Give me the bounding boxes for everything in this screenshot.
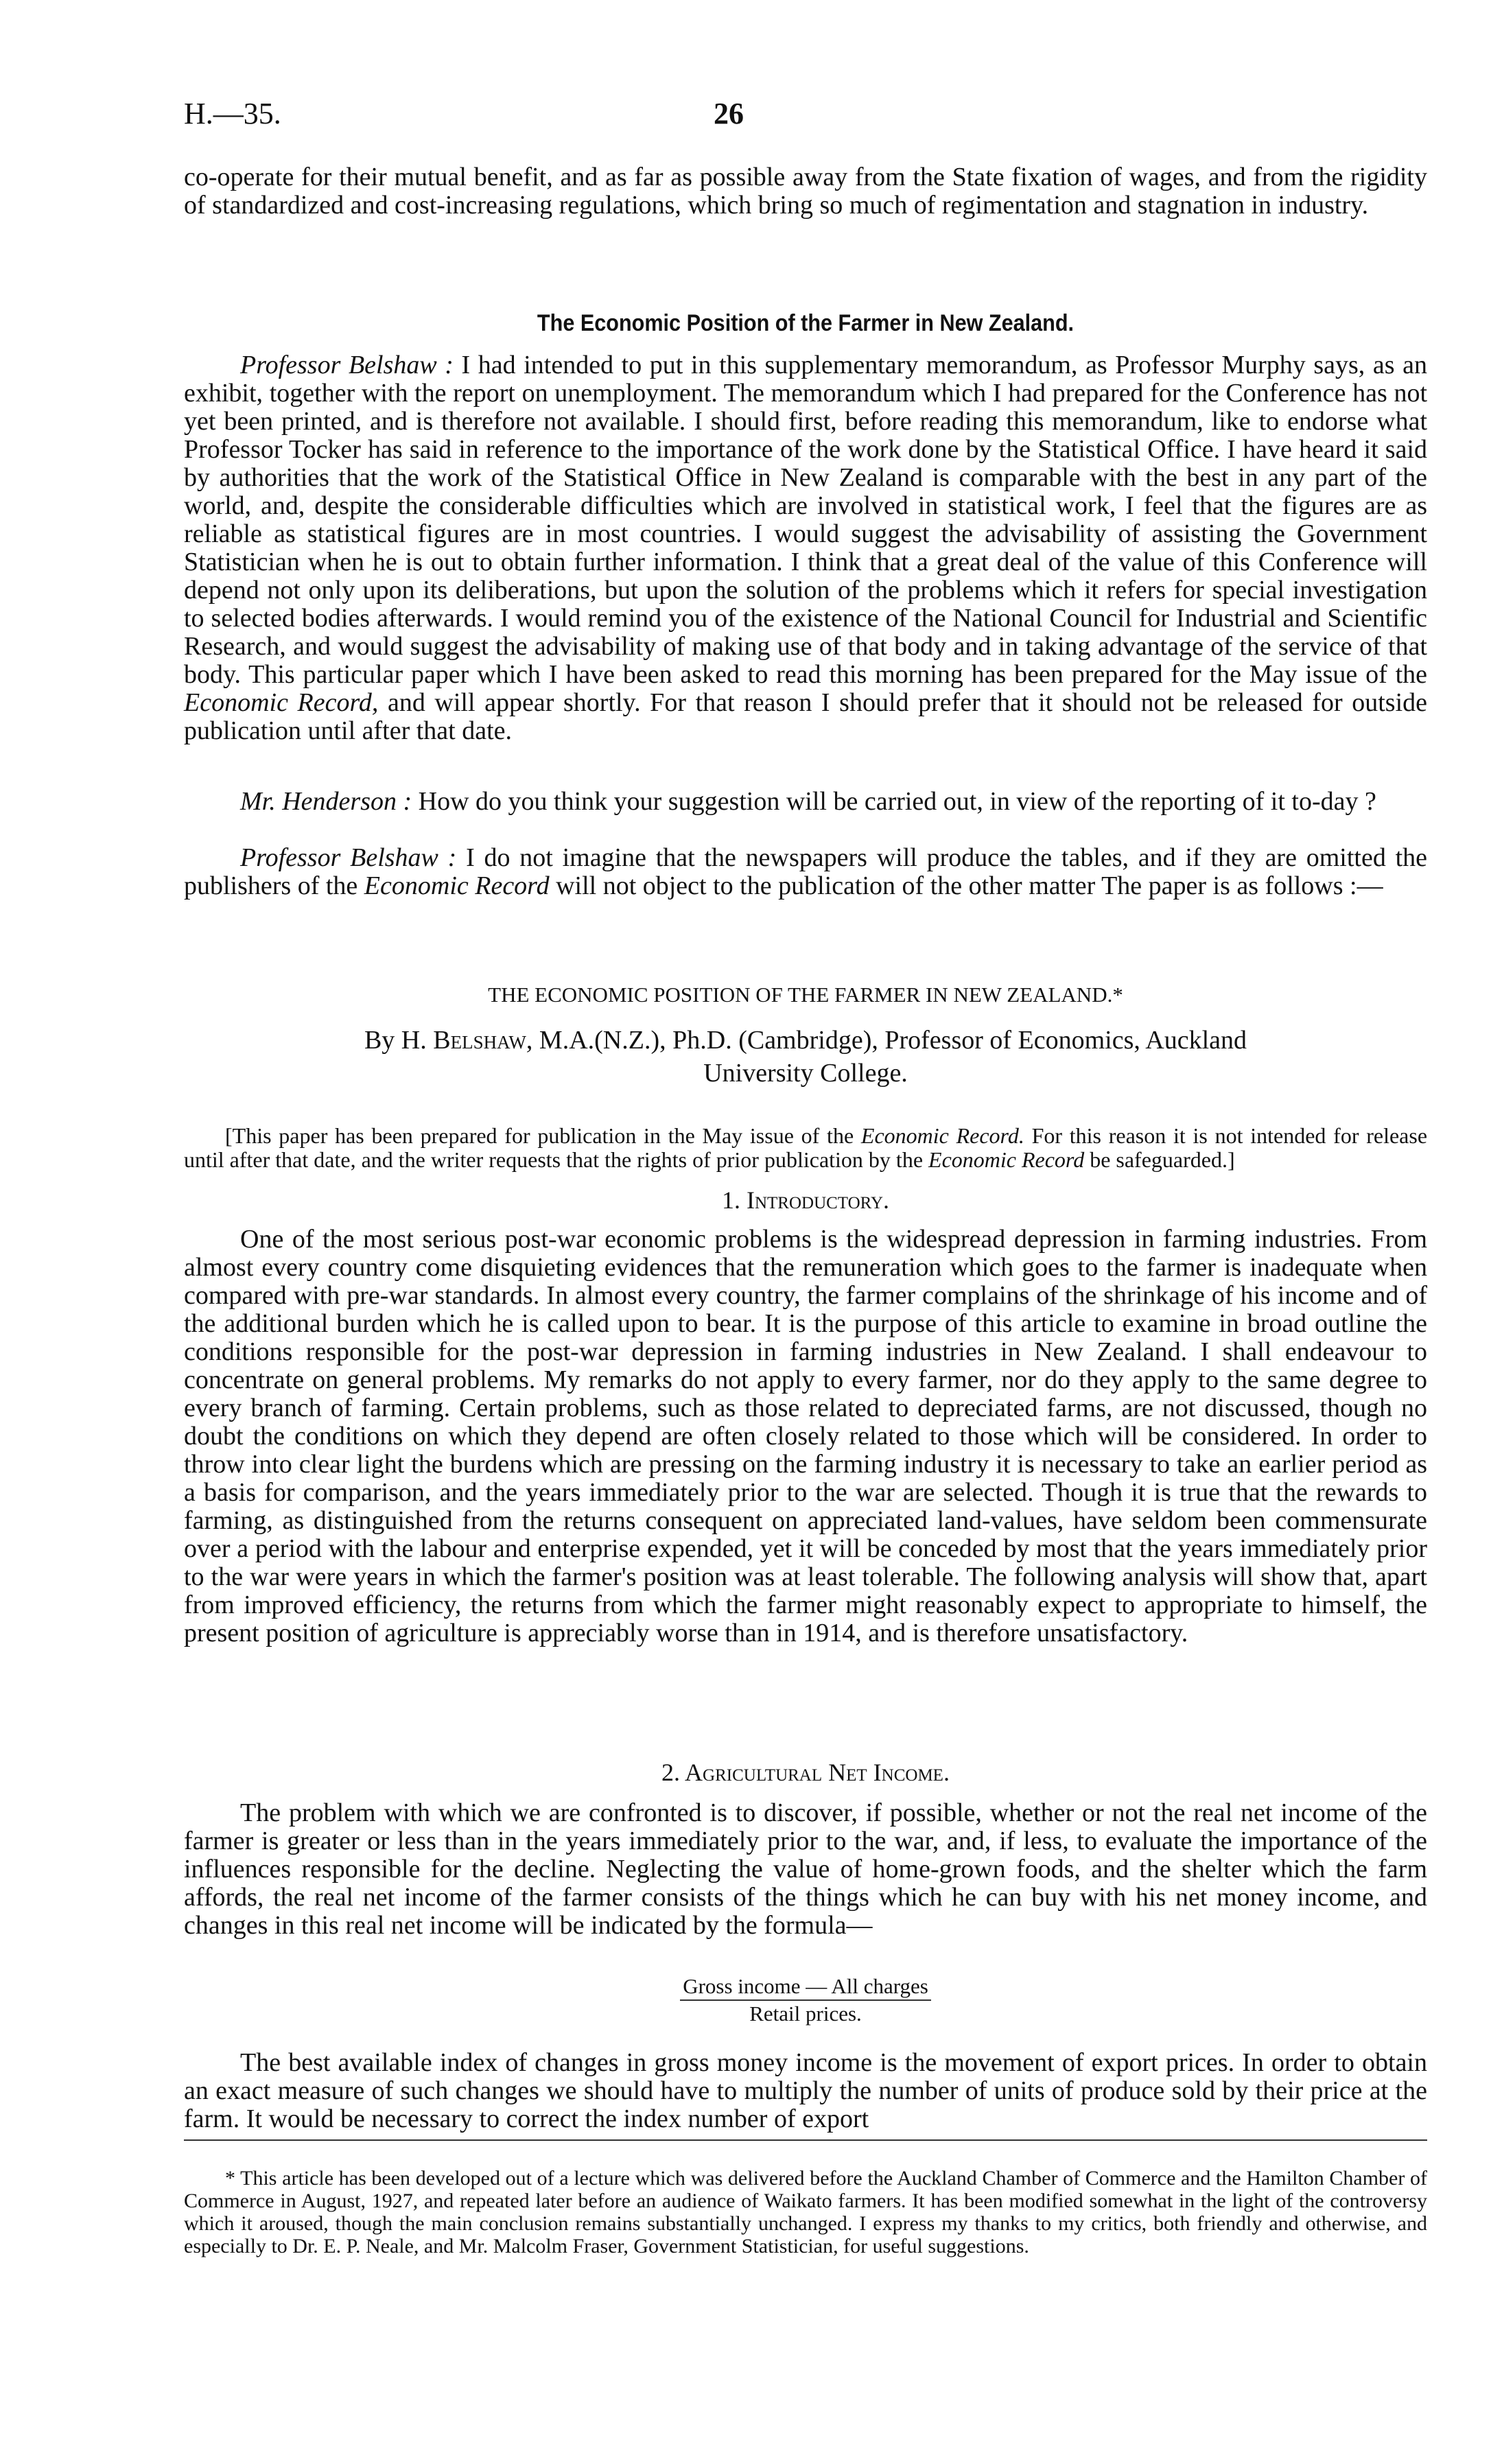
section-2-paragraph: The problem with which we are confronted is to discover, if possible, whether or not the real net income of the farmer is greater or less than in the years immediately prior to the war, and, if less, to evaluate the importance of the influences responsible for the decline. Neglecting the value of home-grown foods, and the shelter which the farm affords, the real net income of the farmer consists of the things which he can buy with his net money income, and changes in this real net income will be indicated by the formula— (184, 1798, 1427, 1940)
speech-text: I had intended to put in this supplementary memorandum, as Professor Murphy says, as an exhibit, together with the report on unemployment. The memorandum which I had prepared for the Conference has not yet been printed, and is therefore not available. I should first, before reading this memorandum, like to endorse what Professor Tocker has said in reference to the importance of the work done by the Statistical Office. I have heard it said by authorities that the work of the Statistical Office in New Zealand is comparable with the best in any part of the world, and, despite the considerable difficulties which are involved in statistical work, I feel that the figures are as reliable as statistical figures are in most countries. I would suggest the advisability of assisting the Government Statistician when he is out to obtain further information. I think that a great deal of the value of this Conference will depend not only upon its deliberations, but upon the solution of the problems which it refers for special investigation to selected bodies afterwards. I would remind you of the existence of the National Council for Industrial and Scientific Research, and would suggest the advisability of making use of that body and in taking advantage of the service of that body. This particular paper which I have been asked to read this morning has been prepared for the May issue of the (184, 351, 1427, 689)
journal-name: Economic Record, (184, 688, 379, 717)
footnote: * This article has been developed out of a lecture which was delivered before the Auckland Chamber of Commerce and the Hamilton Chamber of Commerce in August, 1927, and repeated later before an audience of Waikato farmers. It has been modified somewhat in the light of the controversy which it aroused, though the main conclusion remains substantially unchanged. I express my thanks to my critics, both friendly and otherwise, and especially to Dr. E. P. Neale, and Mr. Malcolm Fraser, Government Statistician, for useful suggestions. (184, 2167, 1427, 2257)
discussion-henderson (184, 788, 1427, 816)
section-1-title: 1. Introductory. (721, 1186, 890, 1214)
editorial-note (184, 1124, 1427, 1172)
section-2-title: 2. Agricultural Net Income. (661, 1759, 950, 1786)
note-text: For this reason it is not intended for release until after that date, and the writer requests that the rights of prior publication by the (184, 1123, 1428, 1172)
byline-text: , M.A.(N.Z.), Ph.D. (Cambridge), Professor of Economics, Auckland (526, 1026, 1247, 1055)
byline-text: By H. (364, 1026, 434, 1055)
document-reference: H.—35. (184, 97, 281, 130)
speaker: Professor Belshaw : (240, 843, 457, 872)
note-text: be safeguarded.] (1084, 1147, 1235, 1172)
byline-affiliation: University College. (703, 1059, 908, 1088)
section-1-paragraph: One of the most serious post-war economic problems is the widespread depression in farming industries. From almost every country come disquieting evidences that the remuneration which goes to the farmer is inadequate when compared with pre-war standards. In almost every country, the farmer complains of the shrinkage of his income and of the additional burden which he is called upon to bear. It is the purpose of this article to examine in broad outline the conditions responsible for the post-war depression in farming industries in New Zealand. I shall endeavour to concentrate on general problems. My remarks do not apply to every farmer, nor do they apply to the same degree to every branch of farming. Certain problems, such as those related to depreciated farms, are not discussed, though no doubt the conditions on which they depend are often closely related to those which will be considered. In order to throw into clear light the burdens which are pressing on the farming industry it is necessary to take an earlier period as a basis for comparison, and the years immediately prior to the war are selected. Though it is true that the rewards to farming, as distinguished from the returns consequent on appreciated land-values, have seldom been commensurate over a period with the labour and enterprise expended, yet it will be conceded by most that the years immediately prior to the war were years in which the farmer's position was at least tolerable. The following analysis will show that, apart from improved efficiency, the returns from which the farmer might reasonably expect to appropriate to himself, the present position of agriculture is appreciably worse than in 1914, and is therefore unsatisfactory. (184, 1225, 1427, 1647)
journal-name: Economic Record. (860, 1123, 1024, 1148)
speaker: Mr. Henderson : (240, 787, 412, 816)
continuation-paragraph: co-operate for their mutual benefit, and as far as possible away from the State fixation of wages, and from the rigidity of standardized and cost-increasing regulations, which bring so much of regimentation and stagnation in industry. (184, 163, 1427, 220)
speech-text: I do not imagine that the newspapers will produce the tables, and if they are omitted the publishers of the (184, 843, 1427, 900)
formula-denominator: Retail prices. (749, 2002, 862, 2026)
discussion-belshaw-1 (184, 351, 1427, 745)
footnote-rule (184, 2139, 1427, 2141)
speech-text: and will appear shortly. For that reason I should prefer that it should not be released for outside publication until after that date. (184, 688, 1427, 745)
journal-name: Economic Record (928, 1147, 1085, 1172)
journal-name: Economic Record (364, 871, 550, 900)
section-heading: The Economic Position of the Farmer in New Zealand. (537, 310, 1075, 336)
speech-text: How do you think your suggestion will be carried out, in view of the reporting of it to-day ? (412, 787, 1376, 816)
paper-byline (184, 1024, 1427, 1090)
author-name: Belshaw (433, 1026, 526, 1055)
formula-numerator: Gross income — All charges (680, 1973, 931, 2001)
note-text: [This paper has been prepared for publication in the May issue of the (225, 1123, 861, 1148)
speech-text: will not object to the publication of the other matter The paper is as follows :— (549, 871, 1383, 900)
discussion-belshaw-2 (184, 844, 1427, 900)
page-number: 26 (714, 97, 744, 130)
section-2-paragraph-2: The best available index of changes in gross money income is the movement of export prices. In order to obtain an exact measure of such changes we should have to multiply the number of units of produce sold by their price at the farm. It would be necessary to correct the index number of export (184, 2048, 1427, 2133)
speaker: Professor Belshaw : (240, 351, 454, 379)
paper-title: THE ECONOMIC POSITION OF THE FARMER IN NEW ZEALAND.* (488, 983, 1123, 1007)
formula (184, 1973, 1427, 2027)
